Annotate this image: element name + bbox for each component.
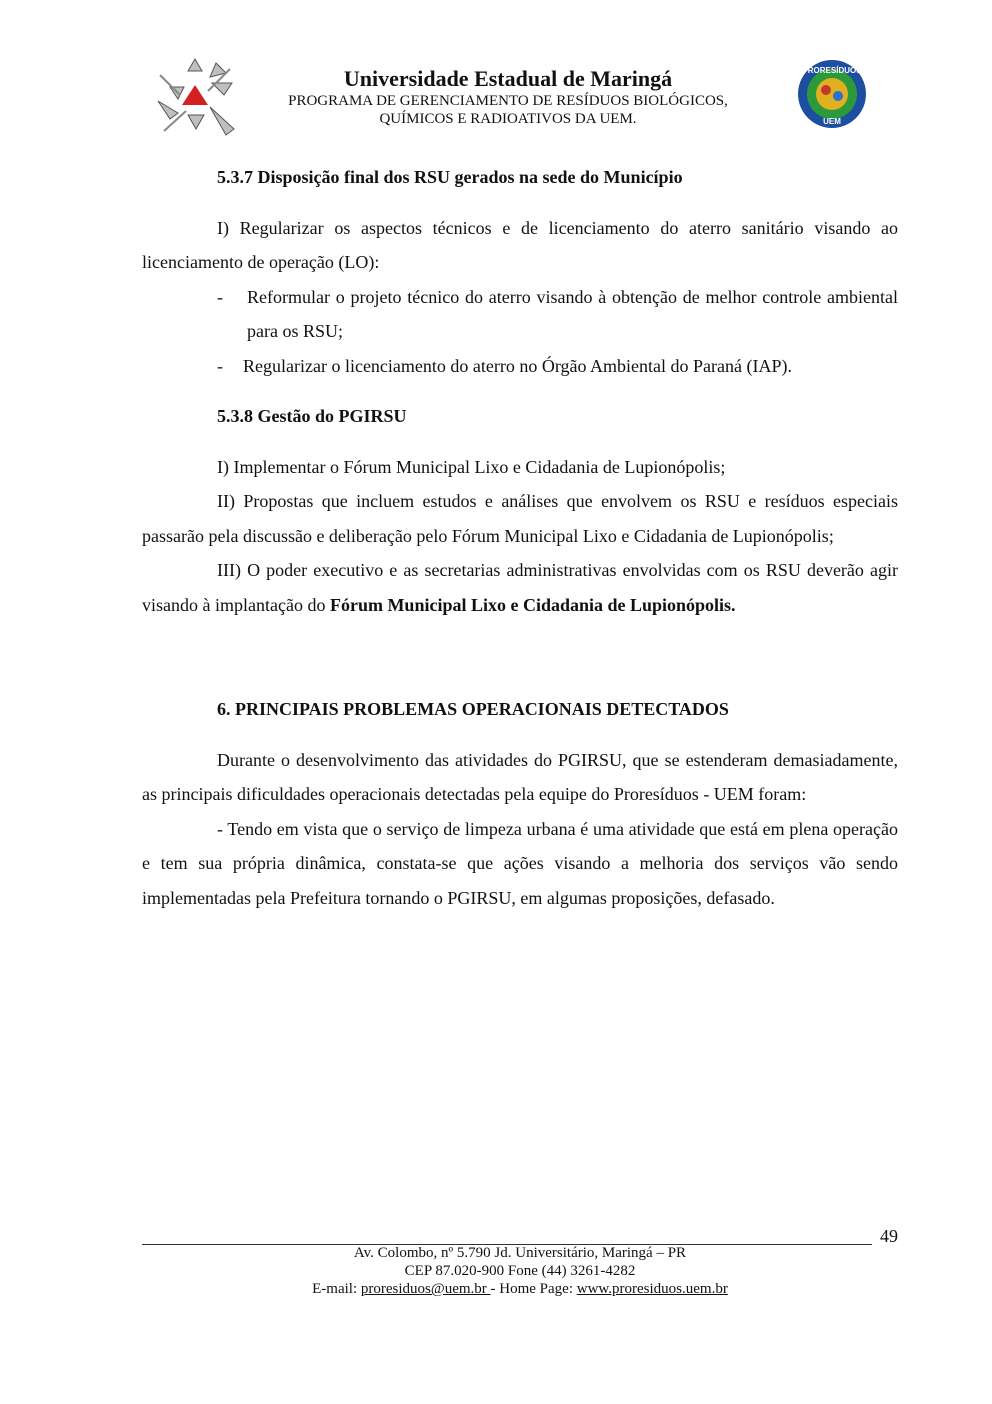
footer-contact [142,1280,898,1298]
footer-text [142,1244,898,1298]
section-538-item1: I) Implementar o Fórum Municipal Lixo e Cidadania de Lupionópolis; [217,456,726,477]
section-6-title: 6. PRINCIPAIS PROBLEMAS OPERACIONAIS DETECTADOS [217,699,729,719]
logo-text-bottom: UEM [823,117,841,126]
section-538-title: 5.3.8 Gestão do PGIRSU [217,406,407,426]
bullet-text: Regularizar o licenciamento do aterro no Órgão Ambiental do Paraná (IAP). [243,355,792,376]
section-538-item3 [142,553,898,622]
bullet-dash: - [217,355,223,376]
section-6-para1: Durante o desenvolvimento das atividades do PGIRSU, que se estenderam demasiadamente, as principais dificuldades operacionais detectadas pela equipe do Proresíduos - UEM foram: [142,749,898,804]
university-name: Universidade Estadual de Maringá [343,66,673,91]
bullet-text: Reformular o projeto técnico do aterro visando à obtenção de melhor controle ambiental para os RSU; [247,286,898,341]
homepage-label: - Home Page: [490,1281,577,1297]
footer-address: Av. Colombo, nº 5.790 Jd. Universitário, Maringá – PR [353,1245,687,1261]
bullet-dash: - [217,286,223,307]
uem-logo-icon [150,55,240,140]
logo-text-top: PRORESÍDUOS [802,66,862,75]
program-name-line2: QUÍMICOS E RADIOATIVOS DA UEM. [379,111,637,127]
page-header [0,0,992,150]
page-content [142,160,898,915]
list-item [142,349,898,384]
section-537-title: 5.3.7 Disposição final dos RSU gerados na sede do Município [217,167,683,187]
header-text [248,66,768,128]
section-538-item2: II) Propostas que incluem estudos e análises que envolvem os RSU e resíduos especiais passarão pela discussão e deliberação pelo Fórum Municipal Lixo e Cidadania de Lupionópolis; [142,491,898,546]
section-537-para1: I) Regularizar os aspectos técnicos e de licenciamento do aterro sanitário visando ao licenciamento de operação (LO): [142,217,898,272]
page-number: 49 [880,1226,898,1246]
section-6-para2: - Tendo em vista que o serviço de limpeza urbana é uma atividade que está em plena operação e tem sua própria dinâmica, constata-se que ações visando a melhoria dos serviços vão sendo implementadas pela Prefeitura tornando o PGIRSU, em algumas proposições, defasado. [142,818,898,908]
homepage-link[interactable]: www.proresiduos.uem.br [576,1281,728,1297]
item3-text: III) O poder executivo e as secretarias administrativas envolvidas com os RSU deverão agir visando à implantação do [142,560,898,615]
list-item [142,280,898,349]
program-name-line1: PROGRAMA DE GERENCIAMENTO DE RESÍDUOS BIOLÓGICOS, [288,93,728,109]
proresiduos-logo-icon [796,58,868,130]
email-label: E-mail: [312,1281,361,1297]
email-link[interactable]: proresiduos@uem.br [360,1281,491,1297]
footer-cep-phone: CEP 87.020-900 Fone (44) 3261-4282 [404,1263,636,1279]
item3-bold-text: Fórum Municipal Lixo e Cidadania de Lupionópolis. [329,594,736,615]
